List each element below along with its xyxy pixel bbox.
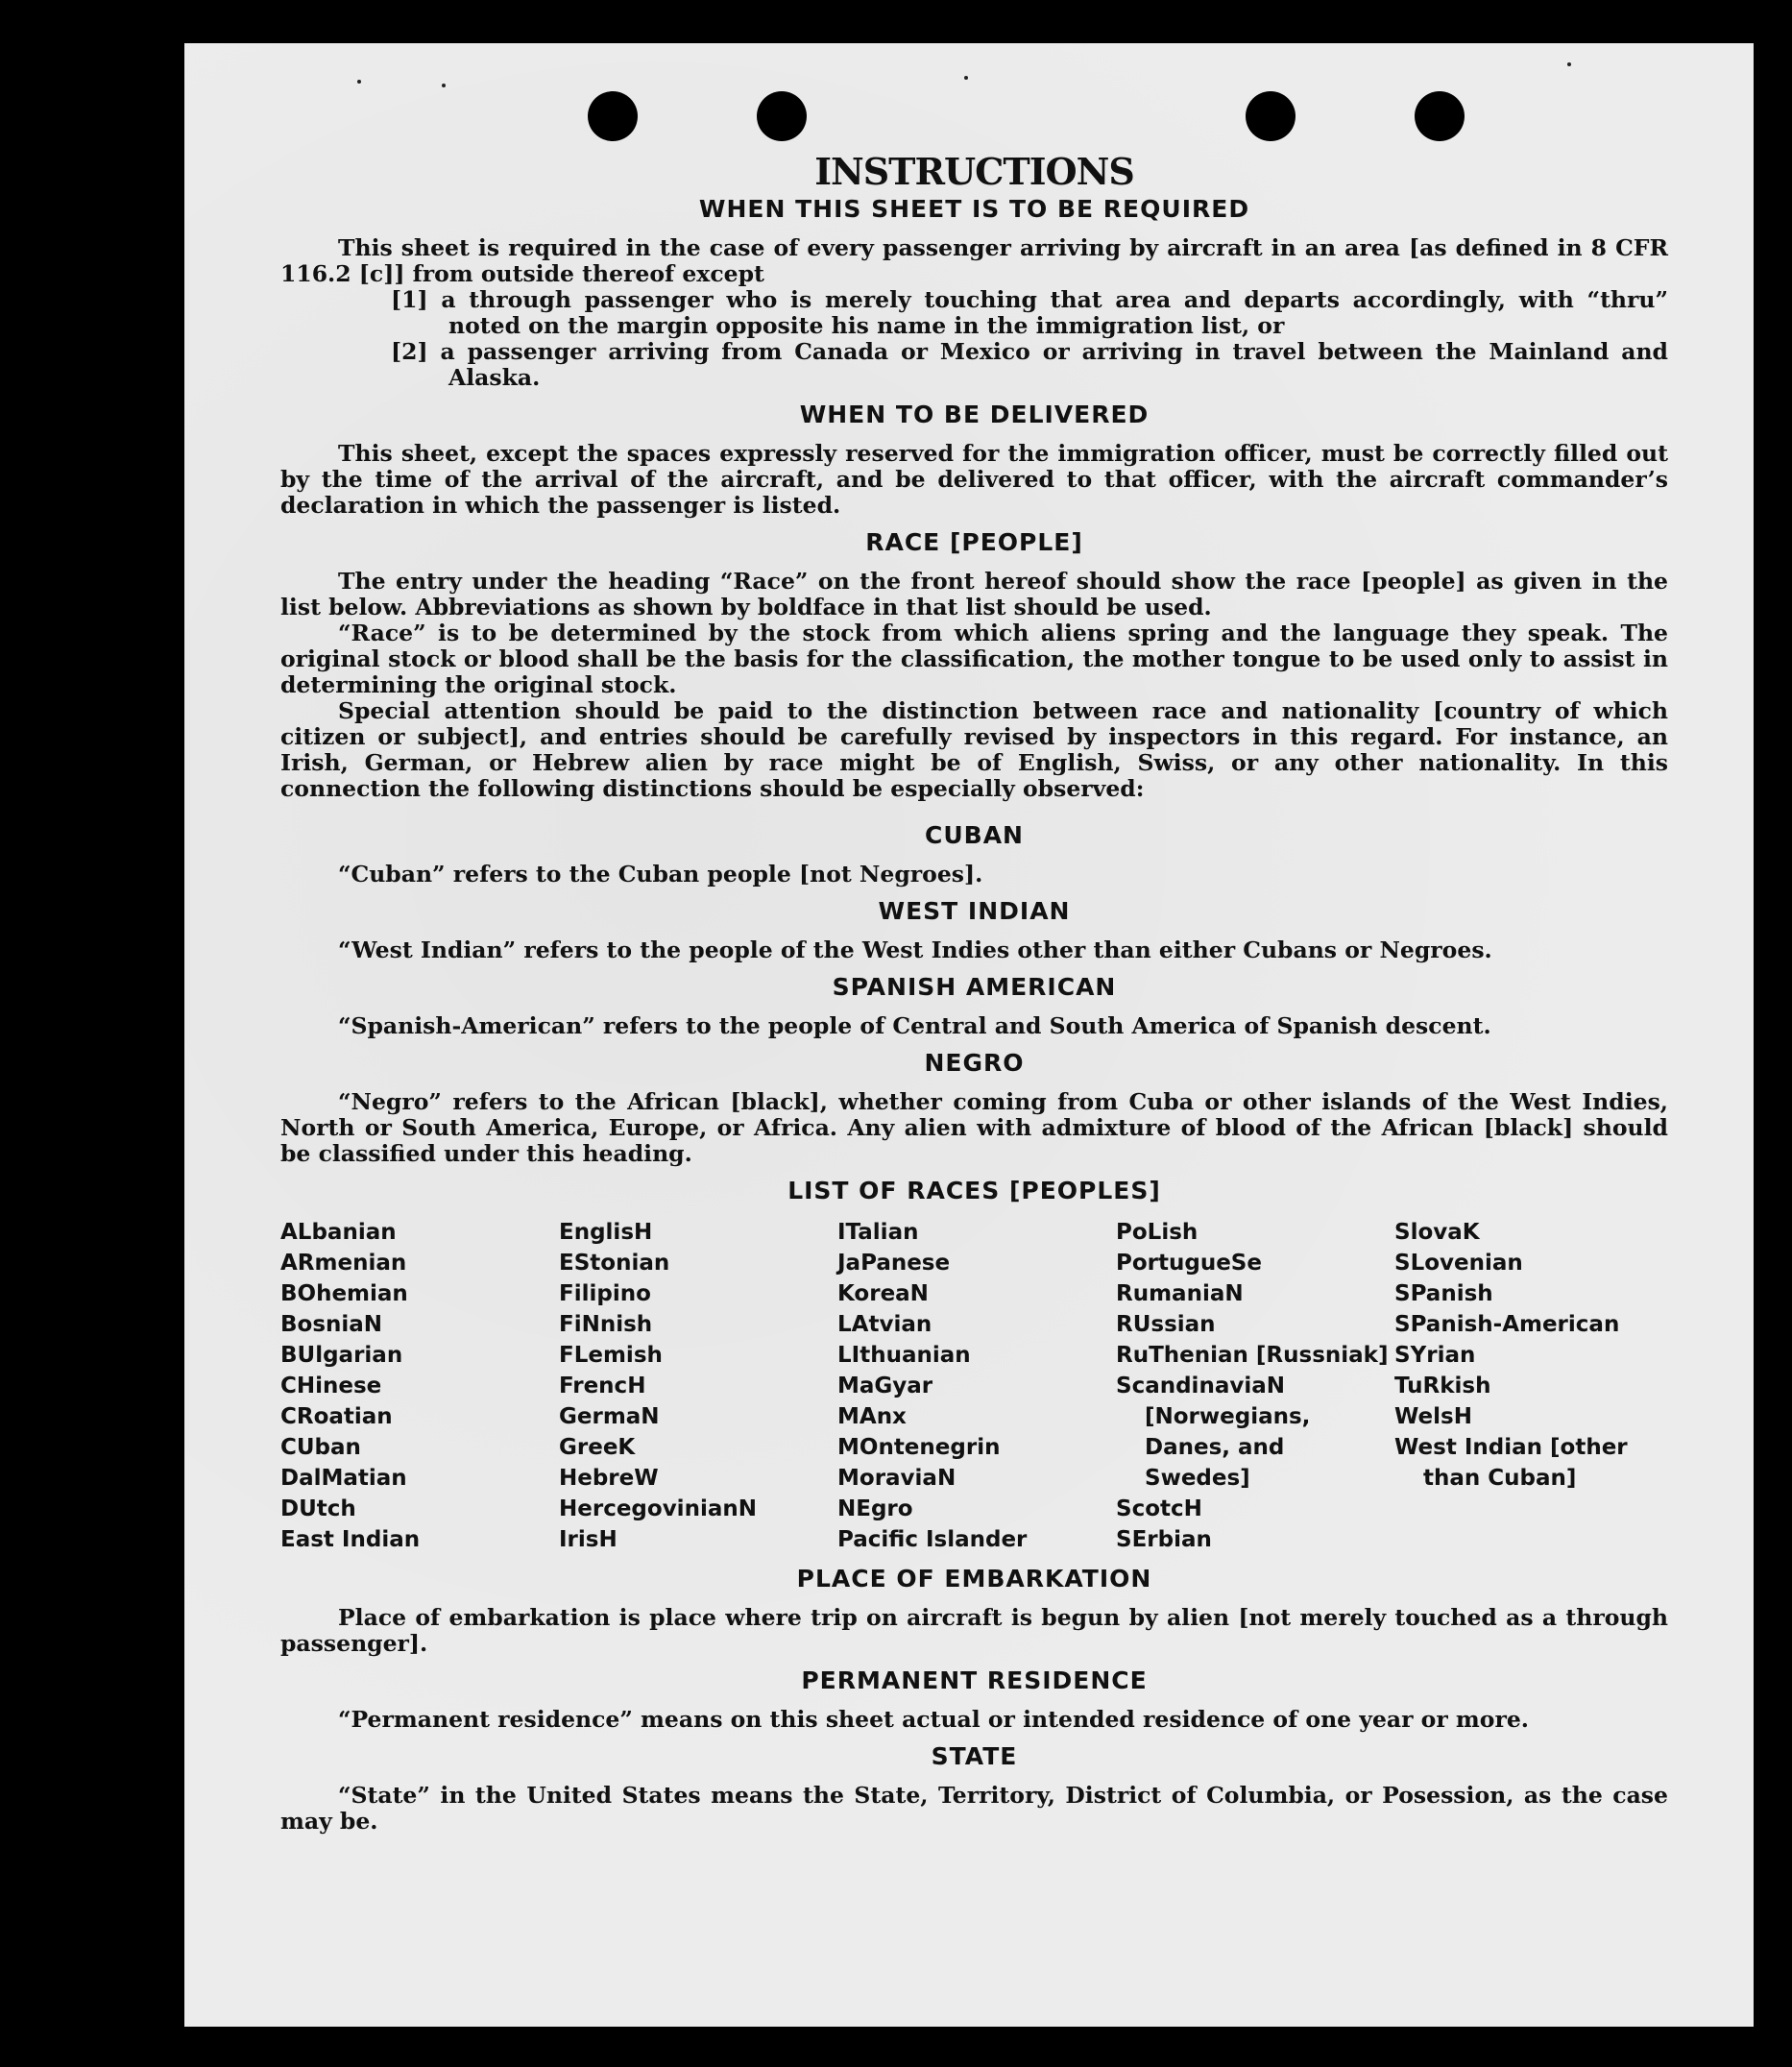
section-heading-race: RACE [PEOPLE] (865, 528, 1083, 556)
race-entry: GreeK (559, 1435, 636, 1460)
race-entry: EnglisH (559, 1220, 653, 1245)
paragraph: This sheet, except the spaces expressly reserved for the immigration officer, must be correctly filled out by the time of the arrival of the aircraft, and be delivered to that officer, with the aircraft commander’s declaration in which the passenger is listed. (280, 440, 1668, 519)
race-entry: WelsH (1394, 1404, 1472, 1429)
race-entry: KoreaN (837, 1281, 929, 1306)
race-entry: JaPanese (837, 1251, 951, 1276)
paragraph: “Spanish-American” refers to the people of Central and South America of Spanish descent. (338, 1012, 1491, 1039)
races-table (280, 1217, 1668, 1555)
paragraph: The entry under the heading “Race” on the front hereof should show the race [people] as given in the list below. Abbreviations as shown by boldface in that list should be used. (280, 568, 1668, 620)
race-entry: FLemish (559, 1343, 663, 1368)
races-column (1394, 1217, 1673, 1555)
section-heading-negro: NEGRO (924, 1049, 1025, 1077)
race-entry: BUlgarian (280, 1343, 403, 1368)
race-entry: SLovenian (1394, 1251, 1523, 1276)
page-title: INSTRUCTIONS (814, 150, 1134, 193)
race-entry: RumaniaN (1116, 1281, 1244, 1306)
race-entry: RuThenian [Russniak] (1116, 1343, 1389, 1368)
race-entry: East Indian (280, 1527, 421, 1552)
race-entry: NEgro (837, 1496, 913, 1521)
race-entry: ALbanian (280, 1220, 397, 1245)
race-entry: ITalian (837, 1220, 919, 1245)
paragraph: “Negro” refers to the African [black], whether coming from Cuba or other islands of the West Indies, North or South America, Europe, or Africa. Any alien with admixture of blood of the African [black] should be classified under this heading. (280, 1088, 1668, 1167)
races-column (280, 1217, 559, 1555)
race-entry: DalMatian (280, 1466, 407, 1491)
race-entry: TuRkish (1394, 1374, 1491, 1398)
race-entry: HebreW (559, 1466, 659, 1491)
section-heading-residence: PERMANENT RESIDENCE (801, 1666, 1148, 1694)
punch-hole (588, 91, 638, 141)
race-entry: DUtch (280, 1496, 356, 1521)
punch-hole (1415, 91, 1465, 141)
race-entry: CHinese (280, 1374, 382, 1398)
race-entry: BosniaN (280, 1312, 383, 1337)
race-entry: EStonian (559, 1251, 670, 1276)
race-entry: BOhemian (280, 1281, 408, 1306)
race-entry: ScandinaviaN [Norwegians, Danes, and Swedes] (1116, 1374, 1311, 1491)
section-heading-cuban: CUBAN (925, 821, 1024, 849)
race-entry: LAtvian (837, 1312, 932, 1337)
paragraph: Special attention should be paid to the distinction between race and nationality [country of which citizen or subject], and entries should be carefully revised by inspectors in this regard. For instance, an Irish, German, or Hebrew alien by race might be of English, Swiss, or any other nationality. In this connection the following distinctions should be especially observed: (280, 697, 1668, 802)
race-entry: MoraviaN (837, 1466, 957, 1491)
race-entry: FrencH (559, 1374, 646, 1398)
paragraph: “West Indian” refers to the people of the West Indies other than either Cubans or Negroes. (338, 936, 1492, 963)
punch-hole (1246, 91, 1296, 141)
speck (357, 80, 361, 84)
race-entry: MaGyar (837, 1374, 933, 1398)
race-entry: MAnx (837, 1404, 907, 1429)
section-heading-when-required: WHEN THIS SHEET IS TO BE REQUIRED (698, 195, 1250, 223)
section-heading-when-delivered: WHEN TO BE DELIVERED (799, 401, 1150, 428)
speck (442, 84, 446, 87)
race-entry: RUssian (1116, 1312, 1216, 1337)
paragraph: Place of embarkation is place where trip on aircraft is begun by alien [not merely touched as a through passenger]. (280, 1604, 1668, 1657)
instructions-content (280, 149, 1668, 1835)
race-entry: ARmenian (280, 1251, 407, 1276)
race-entry: GermaN (559, 1404, 660, 1429)
race-entry: SPanish-American (1394, 1312, 1620, 1337)
race-entry: MOntenegrin (837, 1435, 1001, 1460)
paragraph: “Cuban” refers to the Cuban people [not Negroes]. (338, 861, 983, 888)
race-entry: Pacific Islander (837, 1527, 1028, 1552)
speck (1567, 62, 1571, 66)
race-entry: CUban (280, 1435, 361, 1460)
race-entry: CRoatian (280, 1404, 393, 1429)
document-page (184, 43, 1754, 2027)
race-entry: FiNnish (559, 1312, 653, 1337)
section-heading-embarkation: PLACE OF EMBARKATION (796, 1565, 1152, 1593)
race-entry: Filipino (559, 1281, 651, 1306)
paragraph: “State” in the United States means the State, Territory, District of Columbia, or Posession, as the case may be. (280, 1782, 1668, 1835)
race-entry: SPanish (1394, 1281, 1493, 1306)
section-heading-spanish-american: SPANISH AMERICAN (832, 973, 1117, 1001)
list-item: [2] a passenger arriving from Canada or Mexico or arriving in travel between the Mainland and Alaska. (391, 338, 1668, 391)
punch-hole (757, 91, 807, 141)
list-item: [1] a through passenger who is merely touching that area and departs accordingly, with “thru” noted on the margin opposite his name in the immigration list, or (391, 286, 1668, 339)
section-heading-list-of-races: LIST OF RACES [PEOPLES] (787, 1177, 1161, 1204)
paragraph: “Race” is to be determined by the stock from which aliens spring and the language they speak. The original stock or blood shall be the basis for the classification, the mother tongue to be used only to assist in determining the original stock. (280, 620, 1668, 698)
race-entry: HercegovinianN (559, 1496, 757, 1521)
races-column (1116, 1217, 1394, 1555)
section-heading-state: STATE (931, 1742, 1018, 1770)
speck (964, 76, 968, 80)
race-entry: LIthuanian (837, 1343, 971, 1368)
race-entry: SYrian (1394, 1343, 1476, 1368)
races-column (837, 1217, 1116, 1555)
race-entry: ScotcH (1116, 1496, 1202, 1521)
races-column (559, 1217, 837, 1555)
race-entry: SlovaK (1394, 1220, 1480, 1245)
race-entry: West Indian [other than Cuban] (1394, 1435, 1628, 1491)
paragraph: This sheet is required in the case of every passenger arriving by aircraft in an area [as defined in 8 CFR 116.2 [c]] from outside thereof except (280, 234, 1668, 287)
paragraph: “Permanent residence” means on this sheet actual or intended residence of one year or more. (338, 1706, 1529, 1733)
race-entry: IrisH (559, 1527, 618, 1552)
race-entry: PoLish (1116, 1220, 1199, 1245)
section-heading-west-indian: WEST INDIAN (878, 897, 1071, 925)
race-entry: SErbian (1116, 1527, 1212, 1552)
race-entry: PortugueSe (1116, 1251, 1262, 1276)
